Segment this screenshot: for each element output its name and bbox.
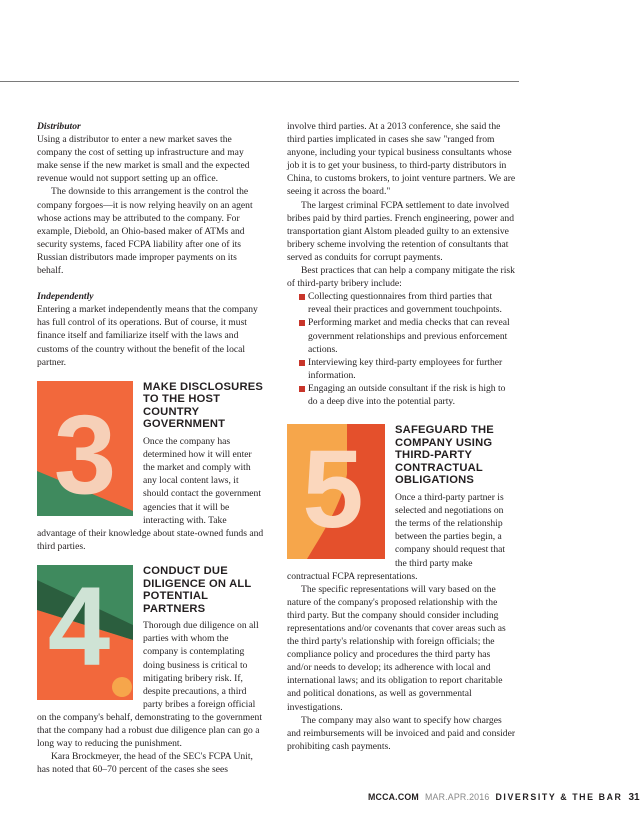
- section5-heading: SAFEGUARD THE COMPANY USING THIRD-PARTY CONTRACTUAL OBLIGATIONS: [395, 424, 494, 487]
- number-3-graphic: [37, 381, 133, 516]
- section4-text: Thorough due diligence on all parties with whom the company is contemplating doing business is critical to mitigating bribery risk. If, despite precautions, a third party bribes a foreign official on the company's behalf, demonstrating to the government that the company had a robust due diligence plan can go a long way to reducing the punishment.: [37, 620, 262, 750]
- paragraph: Kara Brockmeyer, the head of the SEC's FCPA Unit, has noted that 60–70 percent of the cases she sees: [37, 751, 253, 776]
- paragraph: The company may also want to specify how charges and reimbursements will be invoiced and paid and consider prohibiting cash payments.: [287, 714, 516, 752]
- section4-heading: CONDUCT DUE DILIGENCE ON ALL POTENTIAL PARTNERS: [143, 564, 252, 615]
- section-5: [287, 424, 517, 753]
- right-column: [287, 120, 517, 753]
- site-url[interactable]: MCCA.COM: [368, 792, 419, 802]
- paragraph: The specific representations will vary based on the nature of the company's proposed relationship with the third party. But the company should consider including representations and/or covenants that cover areas such as the third party's relationship with foreign officials; the compliance policy and procedures the third party has and/or needs to develop; its adherence with local and international laws; and its obligation to report charitable and political donations, as well as governmental investigations.: [287, 583, 506, 713]
- issue-date: MAR.APR.2016: [424, 792, 490, 802]
- number-3-illustration: [37, 381, 133, 516]
- paragraph: Using a distributor to enter a new market saves the company the cost of setting up infrastructure and may make sense if the new market is small and the expected revenue would not support setting up an office.: [37, 134, 250, 185]
- left-column: [37, 120, 265, 776]
- page-number: 31: [628, 792, 640, 803]
- paragraph: Entering a market independently means that the company has full control of its operations. But of course, it must finance itself and familiarize itself with the laws and customs of the country without the benefit of the local partner.: [37, 304, 258, 368]
- section3-text: Once the company has determined how it will enter the market and comply with any local content laws, it should contact the government agencies that it will be interacting with. Take advantage of their knowledge about state-owned funds and third parties.: [37, 436, 264, 552]
- magazine-title: DIVERSITY & THE BAR: [495, 792, 623, 802]
- number-5-graphic: [287, 424, 385, 559]
- subheading-independently: Independently: [37, 291, 94, 303]
- number-4-illustration: [37, 565, 133, 700]
- section5-number: 5: [302, 428, 364, 552]
- paragraph: The downside to this arrangement is the control the company forgoes—it is now relying heavily on an agent whose actions may be attributed to the company. For example, Diebold, an Ohio-based maker of ATMs and security systems, faced FCPA liability after one of its Russian distributors made improper payments on its behalf.: [37, 186, 253, 277]
- paragraph: Best practices that can help a company mitigate the risk of third-party bribery include:: [287, 265, 515, 290]
- top-rule: [0, 81, 519, 82]
- section3-number: 3: [53, 391, 117, 516]
- number-5-illustration: [287, 424, 385, 559]
- list-item: Interviewing key third-party employees for further information.: [287, 356, 517, 382]
- section4-number: 4: [47, 564, 111, 689]
- list-item: Collecting questionnaires from third parties that reveal their practices and government touchpoints.: [287, 290, 517, 316]
- page-footer: [368, 791, 640, 804]
- list-item: Performing market and media checks that can reveal government relationships and previous enforcement actions.: [287, 316, 517, 355]
- list-item: Engaging an outside consultant if the risk is high to do a deep dive into the potential party.: [287, 382, 517, 408]
- subheading-distributor: Distributor: [37, 121, 81, 132]
- section-4: [37, 565, 265, 777]
- number-4-graphic: [37, 565, 133, 700]
- paragraph: involve third parties. At a 2013 conference, she said the third parties implicated in cases she saw "ranged from anyone, including your typical business consultants whose job it is to get your business, to third-party distributors in China, to customs brokers, to joint venture partners. We are seeing it across the board.": [287, 121, 516, 198]
- best-practices-list: [287, 290, 517, 408]
- paragraph: The largest criminal FCPA settlement to date involved bribes paid by third parties. French engineering, power and transportation giant Alstom pleaded guilty to an extensive bribery scheme involving the retention of consultants that served as conduits for corrupt payments.: [287, 199, 514, 263]
- section3-heading: MAKE DISCLOSURES TO THE HOST COUNTRY GOVERNMENT: [143, 380, 264, 431]
- section5-text: Once a third-party partner is selected and negotiations on the terms of the relationship between the parties begin, a company should request that the third party make contractual FCPA representations.: [287, 492, 506, 582]
- section-3: [37, 381, 265, 553]
